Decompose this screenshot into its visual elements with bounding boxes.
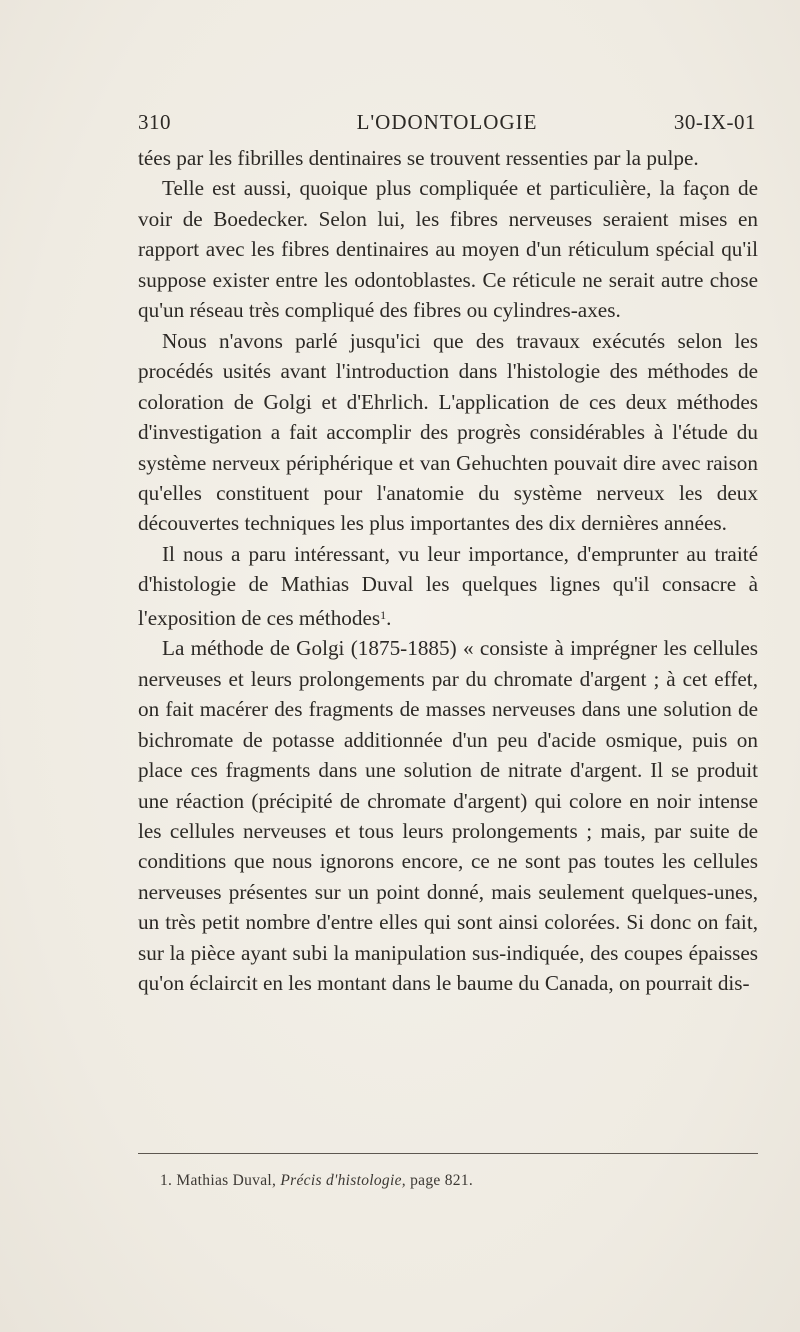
footnote-author: Mathias Duval,	[176, 1172, 277, 1189]
issue-date: 30-IX-01	[673, 110, 756, 134]
footnote-marker: 1	[380, 607, 387, 622]
paragraph-boedecker: Telle est aussi, quoique plus compliquée et particulière, la façon de voir de Boedecker. Selon lui, les fibres nerveuses seraient mises en rapport avec les fibres dentinaires au moyen d'un réticulum spécial qu'il suppose exister entre les odontoblastes. Ce réticule ne serait autre chose qu'un réseau très compliqué des fibres ou cylindres-axes.	[138, 176, 758, 323]
paragraph-continuation: tées par les fibrilles dentinaires se trouvent ressenties par la pulpe.	[138, 146, 699, 170]
paragraph-text: Il nous a paru intéressant, vu leur importance, d'emprunter au traité d'histologie de Mathias Duval les quelques lignes qu'il consacre à l'exposition de ces méthodes	[138, 541, 758, 630]
main-text	[138, 143, 758, 999]
footnote	[160, 1172, 473, 1190]
running-header	[138, 110, 756, 140]
paragraph-duval-quote-intro: Il nous a paru intéressant, vu leur importance, d'emprunter au traité d'histologie de Mathias Duval les quelques lignes qu'il consacre à l'exposition de ces méthodes$^1$.	[138, 541, 758, 630]
footnote-number: 1.	[160, 1172, 173, 1189]
paragraph-golgi-ehrlich: Nous n'avons parlé jusqu'ici que des travaux exécutés selon les procédés usités avant l'introduction dans l'histologie des méthodes de coloration de Golgi et d'Ehrlich. L'application de ces deux méthodes d'investigation a fait accomplir des progrès considérables à l'étude du système nerveux périphérique et van Gehuchten pouvait dire avec raison qu'elles constituent pour l'anatomie du système nerveux les deux découvertes techniques les plus importantes des dix dernières années.	[138, 328, 758, 536]
page-number: 310	[138, 110, 171, 134]
paragraph-golgi-method: La méthode de Golgi (1875-1885) « consiste à imprégner les cellules nerveuses et leurs prolongements par du chromate d'argent ; à cet effet, on fait macérer des fragments de masses nerveuses dans une solution de bichromate de potasse additionnée d'un peu d'acide osmique, puis on place ces fragments dans une solution de nitrate d'argent. Il se produit une réaction (précipité de chromate d'argent) qui colore en noir intense les cellules nerveuses et tous leurs prolongements ; mais, par suite de conditions que nous ignorons encore, ce ne sont pas toutes les cellules nerveuses présentes sur un point donné, mais seulement quelques-unes, un très petit nombre d'entre elles qui sont ainsi colorées. Si donc on fait, sur la pièce ayant subi la manipulation sus-indiquée, des coupes épaisses qu'on éclaircit en les montant dans le baume du Canada, on pourrait dis-	[138, 636, 758, 996]
running-title: L'ODONTOLOGIE	[356, 110, 538, 134]
footnote-book-title: Précis d'histologie,	[280, 1172, 406, 1189]
footnote-divider	[138, 1153, 758, 1154]
footnote-page: page 821.	[410, 1172, 474, 1189]
